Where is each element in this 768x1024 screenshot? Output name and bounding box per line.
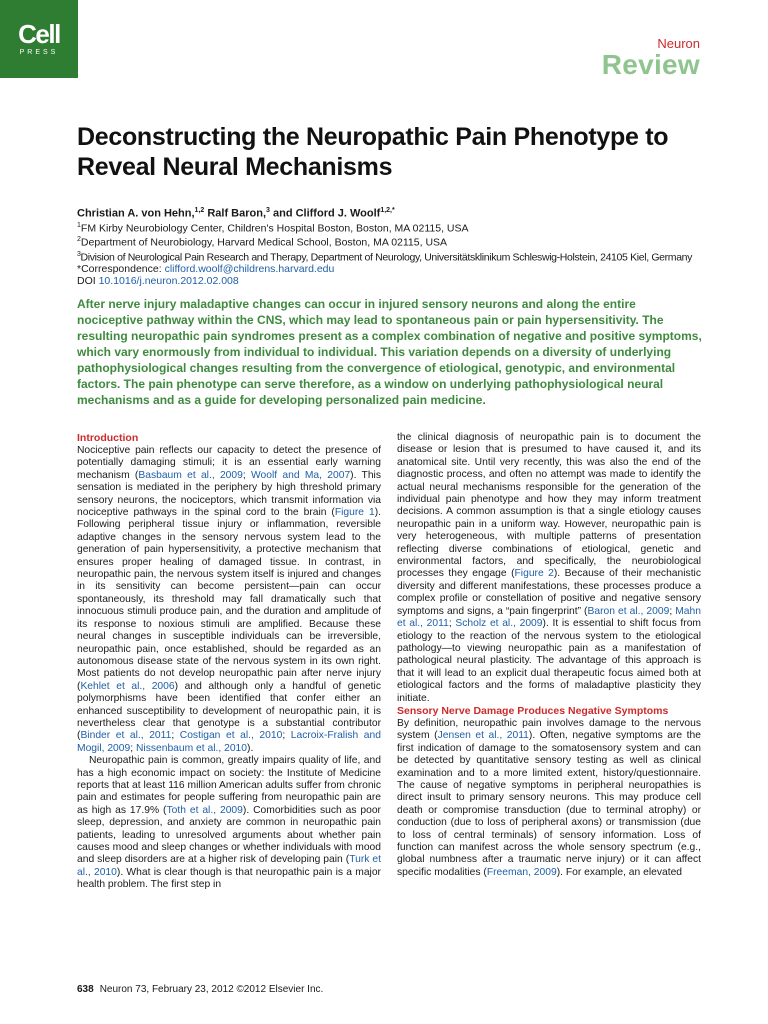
figure-link[interactable]: Figure 1 bbox=[334, 507, 375, 519]
section-heading-negative-symptoms: Sensory Nerve Damage Produces Negative Symptoms bbox=[397, 704, 669, 717]
abstract: After nerve injury maladaptive changes can occur in injured sensory neurons and along the entire nociceptive pathway within the CNS, which may lead to spontaneous pain or pain hypersensitivity. The resulting neuropathic pain syndromes present as a complex combination of negative and positive symptoms, which vary enormously from individual to individual. This variation depends on a diversity of underlying pathophysiological changes resulting from the convergence of etiological, genotypic, and environmental factors. The pain phenotype can serve therefore, as a window on underlying pathophysiological neural mechanisms and as a guide for developing personalized pain medicine. bbox=[77, 297, 702, 407]
doi-link[interactable]: 10.1016/j.neuron.2012.02.008 bbox=[98, 275, 239, 288]
page-footer bbox=[77, 984, 323, 995]
correspondence bbox=[77, 263, 717, 275]
correspondence-email-link[interactable]: clifford.woolf@childrens.harvard.edu bbox=[164, 263, 335, 276]
logo-main-text: Cell bbox=[18, 19, 60, 49]
page-number: 638 bbox=[77, 984, 94, 995]
author-block bbox=[77, 205, 717, 287]
citation-link[interactable]: Baron et al., 2009 bbox=[587, 605, 670, 617]
citation-link[interactable]: Mahn et al., 2011 bbox=[397, 605, 701, 630]
footer-citation: Neuron 73, February 23, 2012 ©2012 Elsevier Inc. bbox=[99, 984, 324, 995]
introduction-heading: Introduction bbox=[77, 432, 139, 444]
affiliation-2-num: 2 bbox=[77, 236, 81, 244]
logo-sub-text: PRESS bbox=[19, 49, 59, 56]
affiliation-1 bbox=[77, 220, 717, 235]
intro-paragraph-continued: the clinical diagnosis of neuropathic pain is to document the disease or lesion that is presumed to have caused it, and its anatomical site. Until very recently, this was also the end of the diagnostic process, and often no attempt was made to identify the actual neural mechanisms responsible for the generation of the individual pain phenotype and how they may inform treatment decisions. A common assumption is that a single etiology causes neuropathic pain in a uniform way. However, neuropathic pain is very heterogeneous, with multiple patterns of presentation reflecting diverse combinations of etiological, genetic and environmental factors, and specifically, the neurobiological processes they engage (Figure 2). Because of their mechanistic diversity and different manifestations, these processes produce a complex profile or constellation of positive and negative sensory symptoms and signs, a “pain fingerprint” (Baron et al., 2009; Mahn et al., 2011; Scholz et al., 2009). It is essential to shift focus from etiology to the reaction of the nervous system to the etiological pathology—to viewing neuropathic pain as a manifestation of pathological neural plasticity. The advantage of this approach is that it will lead to an explicit dual therapeutic focus aimed both at etiological factors and the forms of maladaptive plasticity they initiate. bbox=[397, 432, 701, 704]
citation-link[interactable]: Toth et al., 2009 bbox=[166, 804, 243, 816]
citation-link[interactable]: Costigan et al., 2010 bbox=[179, 730, 283, 742]
figure-link[interactable]: Figure 2 bbox=[514, 568, 554, 580]
citation-link[interactable]: Lacroix-Fralish and Mogil, 2009 bbox=[77, 730, 381, 754]
author-names bbox=[77, 205, 717, 220]
author-1: Christian A. von Hehn, bbox=[77, 207, 195, 220]
correspondence-label: *Correspondence: bbox=[77, 263, 165, 276]
author-2: Ralf Baron, bbox=[204, 207, 267, 220]
citation-link[interactable]: Woolf and Ma, 2007 bbox=[251, 469, 351, 481]
citation-link[interactable]: Basbaum et al., 2009 bbox=[138, 469, 243, 481]
left-column bbox=[77, 432, 381, 892]
citation-link[interactable]: Jensen et al., 2011 bbox=[437, 730, 529, 742]
affiliation-3-num: 3 bbox=[77, 250, 81, 258]
intro-paragraph-1: Nociceptive pain reflects our capacity to detect the presence of potentially damaging stimuli; it is an essential early warning mechanism (Basbaum et al., 2009; Woolf and Ma, 2007). This sensation is mediated in the periphery by high threshold primary sensory neurons, the nociceptors, which transmit information via nociceptive pathways in the spinal cord to the brain (Figure 1). Following peripheral tissue injury or inflammation, reversible adaptive changes in the sensory nervous system lead to the generation of pain hypersensitivity, a protective mechanism that ensures proper healing of damaged tissue. In contrast, in neuropathic pain, the nervous system itself is injured and changes in its sensitivity can become persistent—pain can occur spontaneously, its threshold may fall dramatically such that innocuous stimuli produce pain, and the duration and amplitude of its response to noxious stimuli are amplified. Because these neural changes in susceptible individuals can be irreversible, neuropathic pain, once established, should be regarded as an autonomous disease state of the nervous system in its own right. Most patients do not develop neuropathic pain after nerve injury (Kehlet et al., 2006) and although only a handful of genetic polymorphisms have been identified that confer either an enhanced susceptibility to development of neuropathic pain, it is nevertheless clear that genotype is a substantial contributor (Binder et al., 2011; Costigan et al., 2010; Lacroix-Fralish and Mogil, 2009; Nissenbaum et al., 2010). bbox=[77, 445, 381, 754]
citation-link[interactable]: Kehlet et al., 2006 bbox=[80, 680, 175, 692]
affiliation-1-num: 1 bbox=[77, 221, 81, 229]
article-type-label: Review bbox=[601, 49, 700, 80]
citation-link[interactable]: Scholz et al., 2009 bbox=[455, 618, 543, 630]
cell-press-logo bbox=[0, 0, 78, 78]
intro-paragraph-2: Neuropathic pain is common, greatly impairs quality of life, and has a high economic impact on society: the Institute of Medicine reports that at least 116 million American adults suffer from chronic pain and estimates for people suffering from neuropathic pain are as high as 17.9% (Toth et al., 2009). Comorbidities such as poor sleep, depression, and anxiety are common in neuropathic pain patients, leading to unresolved arguments about whether pain causes mood and sleep changes or whether individuals with mood and sleep disorders are at a higher risk of developing pain (Turk et al., 2010). What is clear though is that neuropathic pain is a major health problem. The first step in bbox=[77, 755, 381, 891]
citation-link[interactable]: Freeman, 2009 bbox=[486, 866, 557, 878]
affiliation-2-text: Department of Neurobiology, Harvard Medical School, Boston, MA 02115, USA bbox=[80, 236, 448, 249]
citation-link[interactable]: Binder et al., 2011 bbox=[80, 730, 172, 742]
author-3: and Clifford J. Woolf bbox=[269, 207, 381, 220]
affiliation-3 bbox=[77, 249, 717, 264]
author-2-affil: 3 bbox=[266, 207, 270, 214]
journal-name: Neuron bbox=[657, 36, 700, 51]
author-3-affil: 1,2,* bbox=[380, 207, 395, 214]
article-title: Deconstructing the Neuropathic Pain Phenotype to Reveal Neural Mechanisms bbox=[77, 123, 669, 181]
doi-line bbox=[77, 275, 717, 287]
affiliation-2 bbox=[77, 234, 717, 249]
negative-symptoms-paragraph: By definition, neuropathic pain involves damage to the nervous system (Jensen et al., 2011). Often, negative symptoms are the first indication of damage to the somatosensory system and can be detected by quantitative sensory testing as well as clinical examination and to a more limited extent, history/questionnaire. The cause of negative symptoms in peripheral neuropathies is direct insult to primary sensory neurons. This may produce cell death or compromise transduction (due to terminal atrophy) or conduction (due to loss of peripheral axons) or transmission (due to loss of central terminals) of sensory information. Loss of function can manifest across the whole sensory spectrum (e.g., global numbness after a traumatic nerve injury) or it can affect specific modalities (Freeman, 2009). For example, an elevated bbox=[397, 717, 701, 878]
doi-label: DOI bbox=[77, 275, 99, 288]
citation-link[interactable]: Nissenbaum et al., 2010 bbox=[135, 742, 248, 754]
affiliation-1-text: FM Kirby Neurobiology Center, Children's Hospital Boston, Boston, MA 02115, USA bbox=[80, 222, 469, 235]
affiliation-3-text: Division of Neurological Pain Research and Therapy, Department of Neurology, Universitätsklinikum Schleswig-Holstein, 24105 Kiel, Germany bbox=[80, 251, 693, 264]
right-column bbox=[397, 432, 701, 879]
author-1-affil: 1,2 bbox=[194, 207, 205, 214]
citation-link[interactable]: Turk et al., 2010 bbox=[77, 854, 381, 878]
